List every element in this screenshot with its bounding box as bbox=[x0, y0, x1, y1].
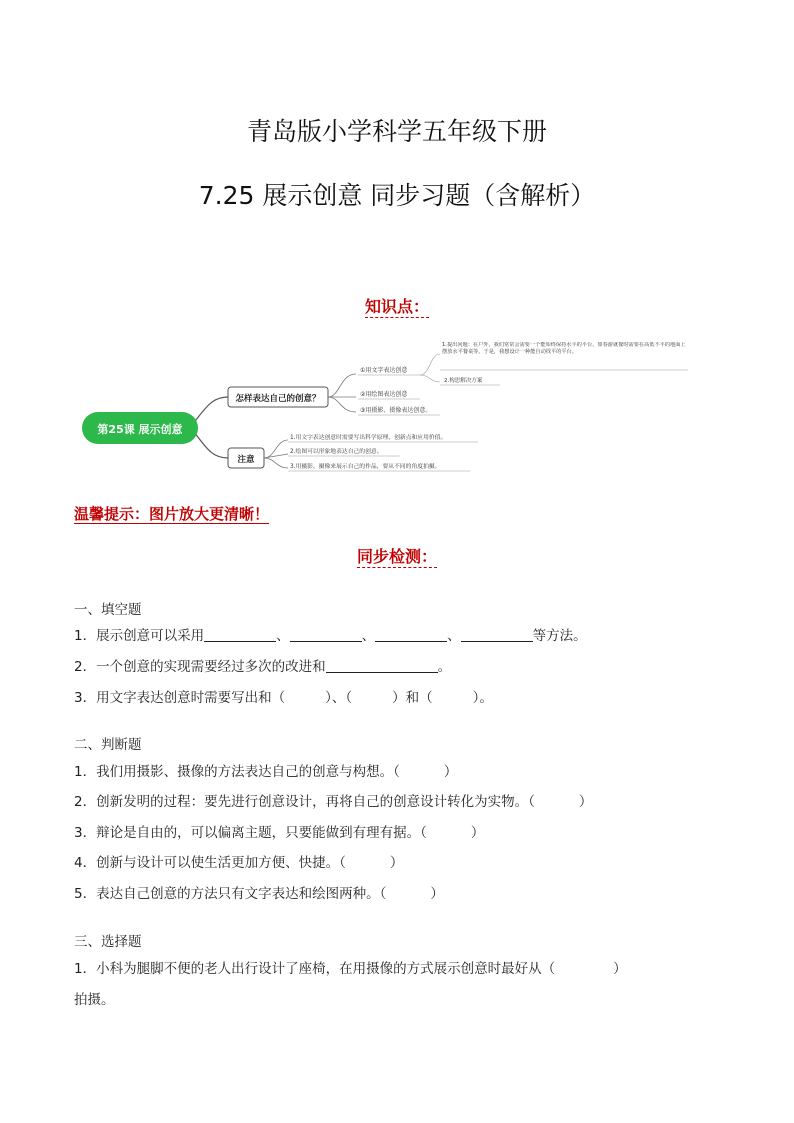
mindmap-item-2: ②用绘图表达创意 bbox=[360, 391, 408, 398]
document-title: 青岛版小学科学五年级下册 bbox=[246, 117, 547, 146]
mindmap-note-2: 2.绘图可以形象地表达自己的创意。 bbox=[290, 449, 383, 455]
fill-q2-blank[interactable] bbox=[326, 658, 438, 673]
fill-heading: 一、填空题 bbox=[74, 602, 142, 618]
document-subtitle: 7.25 展示创意 同步习题（含解析） bbox=[198, 181, 596, 210]
mindmap-branch2-label: 注意 bbox=[237, 455, 255, 465]
choice-heading: 三、选择题 bbox=[74, 934, 142, 950]
judge-q5: 5．表达自己创意的方法只有文字表达和绘图两种。（ ） bbox=[74, 886, 444, 902]
fill-q2: 2．一个创意的实现需要经过多次的改进和 。 bbox=[74, 659, 452, 675]
fill-q1-blank-1[interactable] bbox=[204, 627, 276, 642]
judge-q2: 2．创新发明的过程：要先进行创意设计，再将自己的创意设计转化为实物。（ ） bbox=[74, 794, 593, 810]
mindmap-root-label: 第25课 展示创意 bbox=[97, 423, 183, 436]
knowledge-heading: 知识点： bbox=[364, 297, 429, 316]
fill-q1-blank-4[interactable] bbox=[461, 627, 533, 642]
sync-heading: 同步检测： bbox=[356, 547, 437, 566]
mindmap bbox=[0, 330, 794, 480]
fill-q3: 3．用文字表达创意时需要写出和（ ）、（ ）和（ ）。 bbox=[74, 690, 493, 706]
judge-q3: 3．辩论是自由的，可以偏离主题，只要能做到有理有据。（ ） bbox=[74, 825, 485, 841]
choice-q1-line2: 拍摄。 bbox=[74, 992, 115, 1008]
fill-q1-blank-2[interactable] bbox=[290, 627, 362, 642]
judge-q1: 1．我们用摄影、摄像的方法表达自己的创意与构想。（ ） bbox=[74, 764, 458, 780]
tip-text: 温馨提示：图片放大更清晰！ bbox=[74, 505, 270, 523]
choice-q1-line1: 1．小科为腿脚不便的老人出行设计了座椅，在用摄像的方式展示创意时最好从（ ） bbox=[74, 961, 627, 977]
mindmap-item-1: ①用文字表达创意 bbox=[360, 367, 408, 374]
fill-q1: 1．展示创意可以采用 、 、 、 等方法。 bbox=[74, 628, 587, 644]
mindmap-note-3: 3.用摄影、摄像来展示自己的作品，要从不同的角度拍摄。 bbox=[290, 464, 441, 470]
fill-q1-blank-3[interactable] bbox=[375, 627, 447, 642]
mindmap-note-1: 1.用文字表达创意时需要写出科学原理、创新点和应用价值。 bbox=[290, 435, 447, 441]
mindmap-item-3: ③用摄影、摄像表达创意。 bbox=[360, 407, 432, 414]
mindmap-subitem-1: 1.提出问题：在户外，我们常常会需要一个能始终保持水平的平台，如春游就餐时需要在高低不平的地面上摆放水平餐桌等。于是，我想设计一种能自动找平的平台。 bbox=[442, 342, 686, 355]
mindmap-subitem-2: 2.构思解决方案 bbox=[444, 378, 483, 384]
judge-q4: 4．创新与设计可以使生活更加方便、快捷。（ ） bbox=[74, 855, 404, 871]
mindmap-branch1-label: 怎样表达自己的创意？ bbox=[235, 394, 321, 404]
judge-heading: 二、判断题 bbox=[74, 737, 142, 753]
